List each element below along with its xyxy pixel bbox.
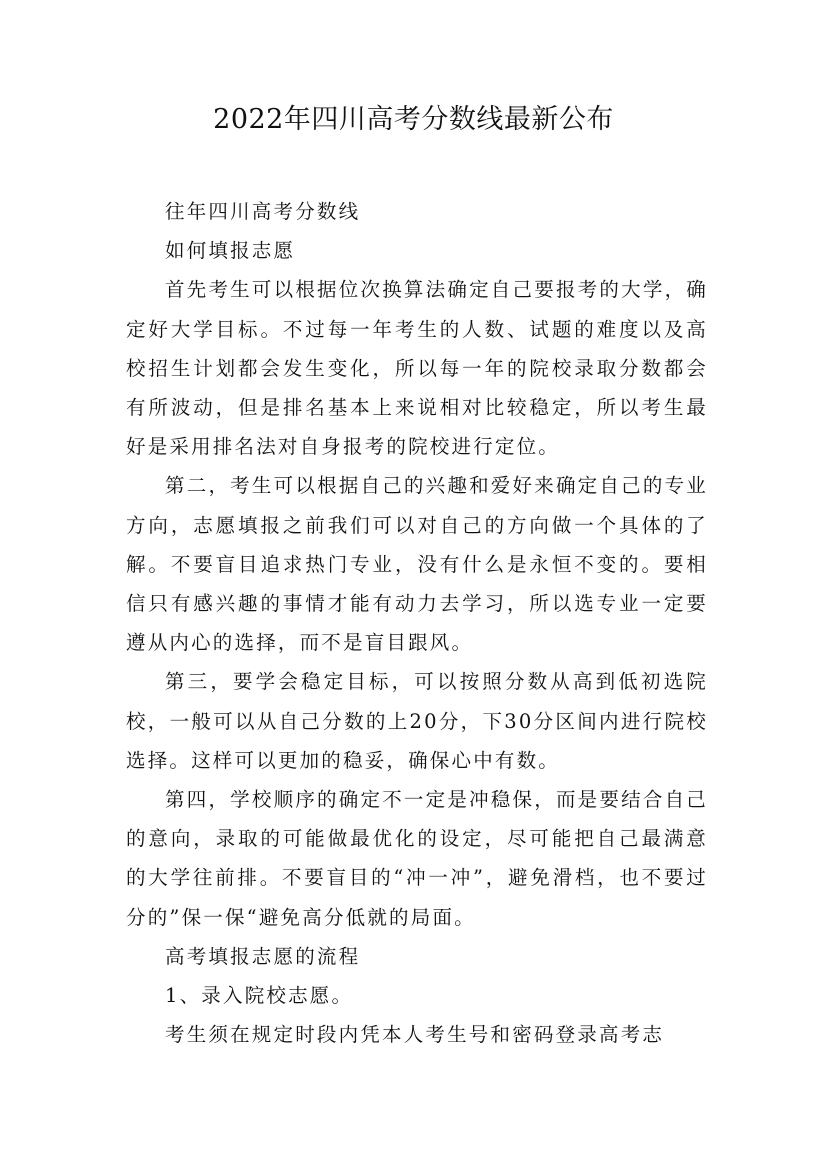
paragraph-step-one: 1、录入院校志愿。 bbox=[165, 984, 354, 1008]
paragraph-second-point: 第二，考生可以根据自己的兴趣和爱好来确定自己的专业方向，志愿填报之前我们可以对自己的方向做一个具体的了解。不要盲目追求热门专业，没有什么是永恒不变的。要相信只有感兴趣的事情才能有动力去学习，所以选专业一定要遵从内心的选择，而不是盲目跟风。 bbox=[126, 474, 708, 655]
paragraph-past-scores-heading: 往年四川高考分数线 bbox=[165, 200, 361, 223]
document-title: 2022年四川高考分数线最新公布 bbox=[213, 104, 614, 135]
paragraph-step-one-detail: 考生须在规定时段内凭本人考生号和密码登录高考志 bbox=[165, 1023, 665, 1047]
paragraph-process-heading: 高考填报志愿的流程 bbox=[165, 944, 361, 968]
document-body bbox=[126, 192, 708, 1054]
paragraph-fourth-point: 第四，学校顺序的确定不一定是冲稳保，而是要结合自己的意向，录取的可能做最优化的设定，尽可能把自己最满意的大学往前排。不要盲目的“冲一冲”，避免滑档，也不要过分的”保一保“避免高分低就的局面。 bbox=[126, 788, 708, 929]
paragraph-first-point: 首先考生可以根据位次换算法确定自己要报考的大学，确定好大学目标。不过每一年考生的人数、试题的难度以及高校招生计划都会发生变化，所以每一年的院校录取分数都会有所波动，但是排名基本上来说相对比较稳定，所以考生最好是采用排名法对自身报考的院校进行定位。 bbox=[126, 278, 708, 459]
paragraph-third-point: 第三，要学会稳定目标，可以按照分数从高到低初选院校，一般可以从自己分数的上20分，下30分区间内进行院校选择。这样可以更加的稳妥，确保心中有数。 bbox=[126, 670, 708, 772]
paragraph-how-to-apply-heading: 如何填报志愿 bbox=[165, 239, 296, 263]
